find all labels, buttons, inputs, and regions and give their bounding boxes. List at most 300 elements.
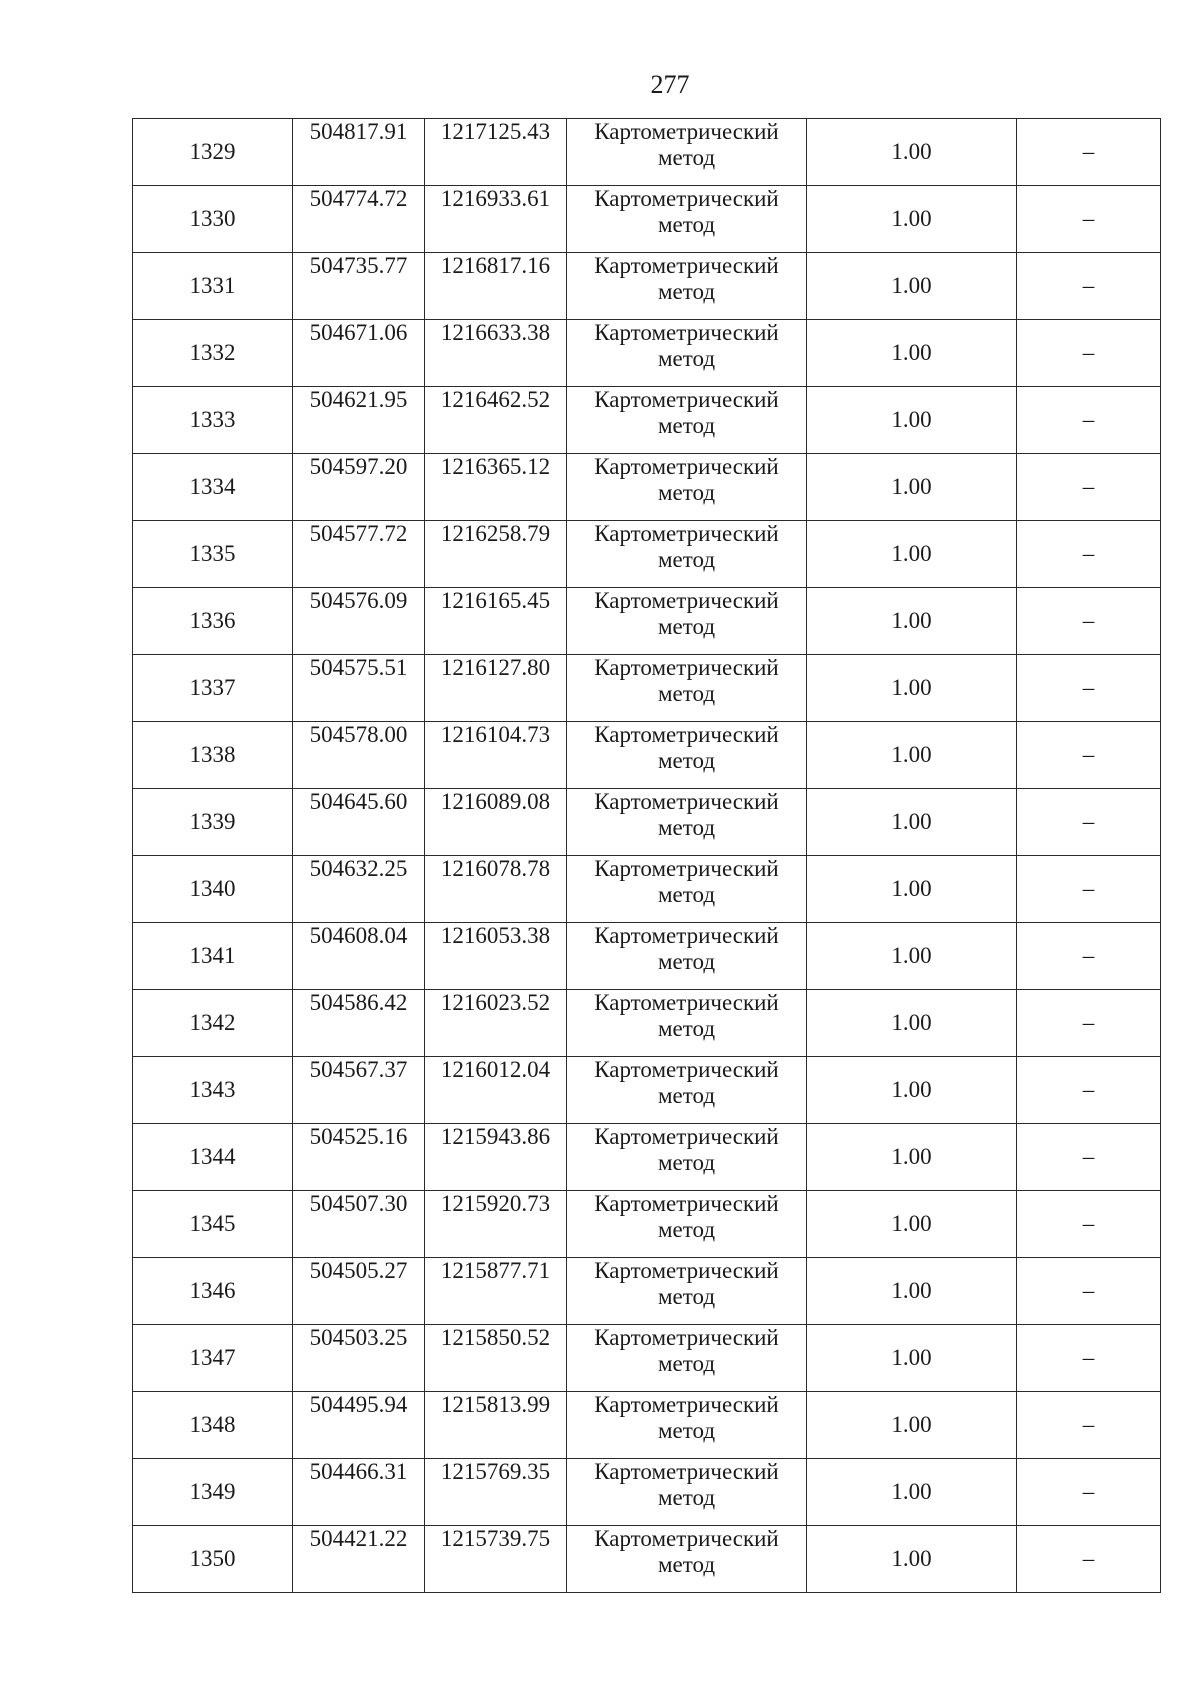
method-line-2: метод	[657, 547, 716, 573]
y-coordinate: 1216933.61	[440, 186, 551, 211]
method-line-1: Картометрический	[594, 387, 779, 412]
description-cell	[1017, 1325, 1161, 1392]
description-value: –	[1082, 942, 1095, 968]
y-coordinate: 1217125.43	[440, 119, 551, 144]
point-number: 1338	[189, 741, 236, 767]
method-line-1: Картометрический	[594, 186, 779, 211]
method-line-2: метод	[657, 1016, 716, 1042]
point-number-cell	[133, 655, 293, 722]
x-coordinate: 504525.16	[309, 1124, 408, 1149]
y-coordinate: 1216104.73	[440, 722, 551, 747]
method-line-1: Картометрический	[594, 1325, 779, 1350]
x-coordinate-cell	[293, 1258, 425, 1325]
x-coordinate-cell	[293, 1124, 425, 1191]
accuracy-value: 1.00	[891, 1411, 932, 1437]
accuracy-value: 1.00	[891, 1277, 932, 1303]
table-row	[133, 253, 1161, 320]
x-coordinate: 504505.27	[309, 1258, 408, 1283]
x-coordinate: 504586.42	[309, 990, 408, 1015]
method-cell	[567, 1191, 807, 1258]
point-number-cell	[133, 186, 293, 253]
method-line-2: метод	[657, 815, 716, 841]
point-number: 1350	[189, 1545, 236, 1571]
x-coordinate-cell	[293, 521, 425, 588]
y-coordinate: 1216053.38	[440, 923, 551, 948]
method-cell	[567, 990, 807, 1057]
point-number: 1334	[189, 473, 236, 499]
x-coordinate: 504578.00	[309, 722, 408, 747]
x-coordinate-cell	[293, 186, 425, 253]
method-cell	[567, 856, 807, 923]
method-line-1: Картометрический	[594, 1258, 779, 1283]
y-coordinate: 1216089.08	[440, 789, 551, 814]
table-row	[133, 186, 1161, 253]
coordinates-table-body	[133, 119, 1161, 1593]
accuracy-value: 1.00	[891, 1009, 932, 1035]
x-coordinate-cell	[293, 990, 425, 1057]
method-line-1: Картометрический	[594, 320, 779, 345]
y-coordinate-cell	[425, 1526, 567, 1593]
method-cell	[567, 387, 807, 454]
point-number-cell	[133, 521, 293, 588]
table-row	[133, 387, 1161, 454]
accuracy-cell	[807, 655, 1017, 722]
y-coordinate: 1216817.16	[440, 253, 551, 278]
method-line-1: Картометрический	[594, 722, 779, 747]
x-coordinate-cell	[293, 454, 425, 521]
x-coordinate-cell	[293, 1459, 425, 1526]
method-line-2: метод	[657, 279, 716, 305]
y-coordinate-cell	[425, 856, 567, 923]
accuracy-value: 1.00	[891, 1076, 932, 1102]
point-number-cell	[133, 253, 293, 320]
point-number: 1336	[189, 607, 236, 633]
method-line-2: метод	[657, 346, 716, 372]
description-cell	[1017, 454, 1161, 521]
method-line-2: метод	[657, 145, 716, 171]
point-number-cell	[133, 1258, 293, 1325]
method-cell	[567, 1325, 807, 1392]
x-coordinate: 504671.06	[309, 320, 408, 345]
point-number: 1343	[189, 1076, 236, 1102]
description-cell	[1017, 1191, 1161, 1258]
y-coordinate-cell	[425, 186, 567, 253]
y-coordinate: 1216633.38	[440, 320, 551, 345]
x-coordinate: 504575.51	[309, 655, 408, 680]
method-line-2: метод	[657, 1351, 716, 1377]
description-value: –	[1082, 1210, 1095, 1236]
x-coordinate-cell	[293, 1191, 425, 1258]
table-row	[133, 856, 1161, 923]
point-number: 1337	[189, 674, 236, 700]
accuracy-value: 1.00	[891, 473, 932, 499]
coordinates-table	[132, 118, 1161, 1593]
y-coordinate: 1215920.73	[440, 1191, 551, 1216]
accuracy-cell	[807, 1057, 1017, 1124]
accuracy-value: 1.00	[891, 875, 932, 901]
table-row	[133, 521, 1161, 588]
x-coordinate-cell	[293, 789, 425, 856]
description-cell	[1017, 1057, 1161, 1124]
point-number-cell	[133, 856, 293, 923]
table-row	[133, 1459, 1161, 1526]
description-cell	[1017, 856, 1161, 923]
y-coordinate: 1216365.12	[440, 454, 551, 479]
table-row	[133, 1392, 1161, 1459]
accuracy-value: 1.00	[891, 1143, 932, 1169]
accuracy-cell	[807, 320, 1017, 387]
y-coordinate-cell	[425, 1392, 567, 1459]
x-coordinate-cell	[293, 1526, 425, 1593]
method-line-1: Картометрический	[594, 1191, 779, 1216]
method-line-2: метод	[657, 882, 716, 908]
point-number-cell	[133, 1459, 293, 1526]
point-number-cell	[133, 1526, 293, 1593]
method-cell	[567, 186, 807, 253]
x-coordinate: 504567.37	[309, 1057, 408, 1082]
y-coordinate-cell	[425, 1057, 567, 1124]
x-coordinate: 504774.72	[309, 186, 408, 211]
method-cell	[567, 253, 807, 320]
method-line-1: Картометрический	[594, 1526, 779, 1551]
method-line-2: метод	[657, 413, 716, 439]
method-cell	[567, 119, 807, 186]
method-line-1: Картометрический	[594, 1392, 779, 1417]
y-coordinate-cell	[425, 1258, 567, 1325]
description-value: –	[1082, 205, 1095, 231]
method-cell	[567, 521, 807, 588]
x-coordinate: 504576.09	[309, 588, 408, 613]
y-coordinate-cell	[425, 454, 567, 521]
description-value: –	[1082, 1478, 1095, 1504]
y-coordinate: 1215813.99	[440, 1392, 551, 1417]
accuracy-value: 1.00	[891, 339, 932, 365]
x-coordinate-cell	[293, 1392, 425, 1459]
description-cell	[1017, 521, 1161, 588]
accuracy-cell	[807, 789, 1017, 856]
y-coordinate-cell	[425, 253, 567, 320]
description-cell	[1017, 789, 1161, 856]
point-number-cell	[133, 1124, 293, 1191]
y-coordinate: 1216127.80	[440, 655, 551, 680]
point-number: 1342	[189, 1009, 236, 1035]
point-number: 1349	[189, 1478, 236, 1504]
y-coordinate-cell	[425, 588, 567, 655]
x-coordinate-cell	[293, 1325, 425, 1392]
description-cell	[1017, 186, 1161, 253]
description-value: –	[1082, 1076, 1095, 1102]
method-line-2: метод	[657, 1485, 716, 1511]
y-coordinate-cell	[425, 923, 567, 990]
method-cell	[567, 1459, 807, 1526]
accuracy-cell	[807, 990, 1017, 1057]
point-number: 1345	[189, 1210, 236, 1236]
point-number: 1339	[189, 808, 236, 834]
method-cell	[567, 722, 807, 789]
point-number: 1330	[189, 205, 236, 231]
point-number-cell	[133, 923, 293, 990]
table-row	[133, 1057, 1161, 1124]
x-coordinate: 504597.20	[309, 454, 408, 479]
method-line-1: Картометрический	[594, 856, 779, 881]
method-line-2: метод	[657, 1217, 716, 1243]
x-coordinate-cell	[293, 119, 425, 186]
x-coordinate: 504632.25	[309, 856, 408, 881]
y-coordinate-cell	[425, 1325, 567, 1392]
x-coordinate: 504507.30	[309, 1191, 408, 1216]
point-number: 1344	[189, 1143, 236, 1169]
y-coordinate: 1216078.78	[440, 856, 551, 881]
y-coordinate-cell	[425, 521, 567, 588]
method-line-2: метод	[657, 1552, 716, 1578]
table-row	[133, 1258, 1161, 1325]
method-line-2: метод	[657, 681, 716, 707]
accuracy-value: 1.00	[891, 1478, 932, 1504]
method-line-1: Картометрический	[594, 789, 779, 814]
method-line-1: Картометрический	[594, 521, 779, 546]
y-coordinate-cell	[425, 655, 567, 722]
x-coordinate-cell	[293, 387, 425, 454]
x-coordinate-cell	[293, 253, 425, 320]
table-row	[133, 1124, 1161, 1191]
accuracy-value: 1.00	[891, 607, 932, 633]
x-coordinate: 504817.91	[309, 119, 408, 144]
x-coordinate-cell	[293, 588, 425, 655]
description-cell	[1017, 1526, 1161, 1593]
table-row	[133, 320, 1161, 387]
point-number: 1340	[189, 875, 236, 901]
description-value: –	[1082, 875, 1095, 901]
accuracy-value: 1.00	[891, 741, 932, 767]
point-number: 1333	[189, 406, 236, 432]
point-number-cell	[133, 789, 293, 856]
method-cell	[567, 588, 807, 655]
y-coordinate: 1215943.86	[440, 1124, 551, 1149]
description-value: –	[1082, 1545, 1095, 1571]
x-coordinate-cell	[293, 722, 425, 789]
description-cell	[1017, 320, 1161, 387]
description-cell	[1017, 655, 1161, 722]
description-cell	[1017, 722, 1161, 789]
description-value: –	[1082, 406, 1095, 432]
description-value: –	[1082, 473, 1095, 499]
x-coordinate: 504503.25	[309, 1325, 408, 1350]
x-coordinate: 504495.94	[309, 1392, 408, 1417]
y-coordinate: 1215850.52	[440, 1325, 551, 1350]
y-coordinate-cell	[425, 1459, 567, 1526]
method-line-2: метод	[657, 614, 716, 640]
y-coordinate-cell	[425, 119, 567, 186]
method-line-1: Картометрический	[594, 923, 779, 948]
accuracy-value: 1.00	[891, 674, 932, 700]
table-row	[133, 722, 1161, 789]
accuracy-cell	[807, 454, 1017, 521]
accuracy-cell	[807, 1526, 1017, 1593]
table-row	[133, 789, 1161, 856]
method-cell	[567, 454, 807, 521]
y-coordinate-cell	[425, 1124, 567, 1191]
table-row	[133, 588, 1161, 655]
y-coordinate-cell	[425, 1191, 567, 1258]
description-value: –	[1082, 1009, 1095, 1035]
y-coordinate-cell	[425, 789, 567, 856]
accuracy-cell	[807, 521, 1017, 588]
description-cell	[1017, 923, 1161, 990]
point-number: 1348	[189, 1411, 236, 1437]
description-cell	[1017, 1459, 1161, 1526]
description-value: –	[1082, 1411, 1095, 1437]
accuracy-cell	[807, 1124, 1017, 1191]
x-coordinate: 504621.95	[309, 387, 408, 412]
point-number-cell	[133, 320, 293, 387]
y-coordinate: 1216258.79	[440, 521, 551, 546]
point-number: 1332	[189, 339, 236, 365]
method-cell	[567, 1526, 807, 1593]
accuracy-value: 1.00	[891, 808, 932, 834]
y-coordinate-cell	[425, 320, 567, 387]
method-cell	[567, 923, 807, 990]
table-row	[133, 1191, 1161, 1258]
x-coordinate-cell	[293, 320, 425, 387]
description-value: –	[1082, 607, 1095, 633]
y-coordinate: 1215877.71	[440, 1258, 551, 1283]
method-line-2: метод	[657, 949, 716, 975]
point-number-cell	[133, 1392, 293, 1459]
point-number-cell	[133, 387, 293, 454]
table-row	[133, 1526, 1161, 1593]
method-line-1: Картометрический	[594, 588, 779, 613]
method-line-2: метод	[657, 480, 716, 506]
method-line-1: Картометрический	[594, 1057, 779, 1082]
accuracy-value: 1.00	[891, 1344, 932, 1370]
description-value: –	[1082, 808, 1095, 834]
method-line-1: Картометрический	[594, 1459, 779, 1484]
method-line-1: Картометрический	[594, 119, 779, 144]
method-cell	[567, 655, 807, 722]
point-number: 1329	[189, 138, 236, 164]
method-cell	[567, 1124, 807, 1191]
method-line-2: метод	[657, 1284, 716, 1310]
x-coordinate-cell	[293, 655, 425, 722]
method-line-1: Картометрический	[594, 454, 779, 479]
accuracy-value: 1.00	[891, 540, 932, 566]
description-cell	[1017, 253, 1161, 320]
method-line-1: Картометрический	[594, 990, 779, 1015]
table-row	[133, 119, 1161, 186]
accuracy-cell	[807, 722, 1017, 789]
accuracy-value: 1.00	[891, 205, 932, 231]
accuracy-cell	[807, 856, 1017, 923]
accuracy-value: 1.00	[891, 406, 932, 432]
method-line-1: Картометрический	[594, 253, 779, 278]
method-line-2: метод	[657, 1083, 716, 1109]
method-line-2: метод	[657, 212, 716, 238]
description-cell	[1017, 1258, 1161, 1325]
method-line-2: метод	[657, 1150, 716, 1176]
point-number-cell	[133, 1191, 293, 1258]
description-value: –	[1082, 1143, 1095, 1169]
point-number-cell	[133, 454, 293, 521]
description-value: –	[1082, 272, 1095, 298]
method-line-1: Картометрический	[594, 655, 779, 680]
table-row	[133, 990, 1161, 1057]
description-value: –	[1082, 138, 1095, 164]
page-number: 277	[650, 70, 690, 99]
method-cell	[567, 320, 807, 387]
y-coordinate-cell	[425, 722, 567, 789]
accuracy-cell	[807, 186, 1017, 253]
x-coordinate: 504608.04	[309, 923, 408, 948]
point-number: 1335	[189, 540, 236, 566]
y-coordinate-cell	[425, 387, 567, 454]
description-cell	[1017, 990, 1161, 1057]
point-number-cell	[133, 588, 293, 655]
y-coordinate: 1215739.75	[440, 1526, 551, 1551]
point-number-cell	[133, 990, 293, 1057]
table-row	[133, 655, 1161, 722]
point-number: 1347	[189, 1344, 236, 1370]
y-coordinate: 1216462.52	[440, 387, 551, 412]
x-coordinate: 504421.22	[309, 1526, 408, 1551]
accuracy-cell	[807, 1459, 1017, 1526]
accuracy-value: 1.00	[891, 138, 932, 164]
accuracy-cell	[807, 1325, 1017, 1392]
description-cell	[1017, 588, 1161, 655]
accuracy-cell	[807, 923, 1017, 990]
method-line-2: метод	[657, 748, 716, 774]
x-coordinate-cell	[293, 856, 425, 923]
x-coordinate-cell	[293, 923, 425, 990]
accuracy-cell	[807, 1191, 1017, 1258]
x-coordinate-cell	[293, 1057, 425, 1124]
accuracy-value: 1.00	[891, 1210, 932, 1236]
point-number-cell	[133, 119, 293, 186]
description-cell	[1017, 387, 1161, 454]
y-coordinate: 1216165.45	[440, 588, 551, 613]
x-coordinate: 504735.77	[309, 253, 408, 278]
accuracy-cell	[807, 588, 1017, 655]
accuracy-cell	[807, 119, 1017, 186]
x-coordinate: 504577.72	[309, 521, 408, 546]
table-row	[133, 923, 1161, 990]
accuracy-cell	[807, 253, 1017, 320]
y-coordinate-cell	[425, 990, 567, 1057]
x-coordinate: 504466.31	[309, 1459, 408, 1484]
method-cell	[567, 1057, 807, 1124]
method-line-1: Картометрический	[594, 1124, 779, 1149]
point-number: 1346	[189, 1277, 236, 1303]
point-number: 1341	[189, 942, 236, 968]
description-value: –	[1082, 540, 1095, 566]
description-value: –	[1082, 1344, 1095, 1370]
description-value: –	[1082, 741, 1095, 767]
description-cell	[1017, 119, 1161, 186]
method-cell	[567, 789, 807, 856]
description-value: –	[1082, 1277, 1095, 1303]
description-cell	[1017, 1124, 1161, 1191]
y-coordinate: 1216012.04	[440, 1057, 551, 1082]
x-coordinate: 504645.60	[309, 789, 408, 814]
accuracy-value: 1.00	[891, 1545, 932, 1571]
method-cell	[567, 1392, 807, 1459]
point-number-cell	[133, 722, 293, 789]
table-row	[133, 1325, 1161, 1392]
accuracy-cell	[807, 1258, 1017, 1325]
description-cell	[1017, 1392, 1161, 1459]
y-coordinate: 1216023.52	[440, 990, 551, 1015]
point-number: 1331	[189, 272, 236, 298]
point-number-cell	[133, 1325, 293, 1392]
